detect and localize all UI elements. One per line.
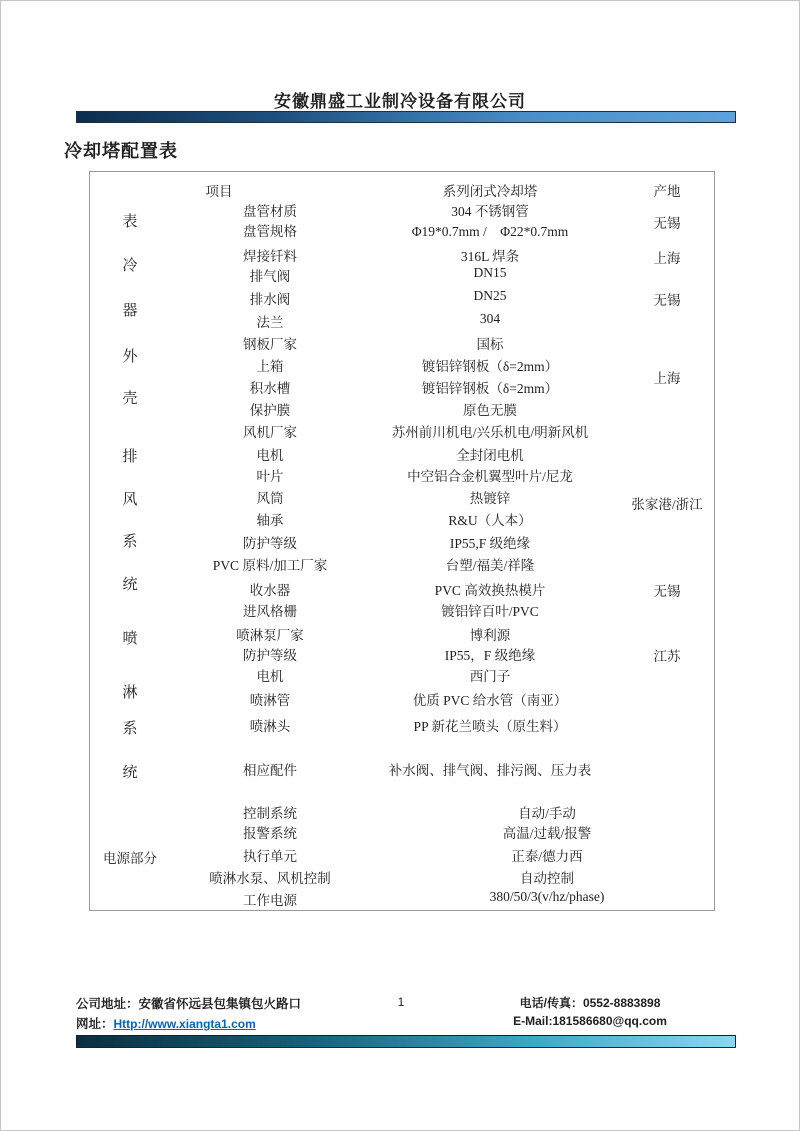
row-item: 钢板厂家 <box>243 337 297 352</box>
row-value: 镀铝锌钢板（δ=2mm） <box>421 381 559 396</box>
table-row <box>90 665 714 685</box>
origin-value: 无锡 <box>653 216 681 231</box>
section-label-char: 壳 <box>122 391 138 407</box>
footer-contact <box>479 994 701 1028</box>
row-item: 喷淋泵厂家 <box>236 628 304 643</box>
section-label-char: 系 <box>122 721 138 737</box>
table-row <box>90 802 714 822</box>
row-item: 防护等级 <box>243 536 297 551</box>
row-item: 电机 <box>256 448 284 463</box>
table-row <box>90 377 714 397</box>
row-item: 保护膜 <box>249 403 291 418</box>
row-value: 博利源 <box>469 628 511 643</box>
row-value: 正泰/德力西 <box>511 849 583 864</box>
table-row <box>90 715 714 735</box>
row-value: 西门子 <box>469 669 511 684</box>
column-header-value: 系列闭式冷却塔 <box>442 184 538 199</box>
footer-address: 公司地址：安徽省怀远县包集镇包火路口 <box>76 997 302 1011</box>
section-label-char: 外 <box>122 349 138 365</box>
row-value: IP55，F 级绝缘 <box>444 648 536 663</box>
row-item: 叶片 <box>256 469 284 484</box>
table-row <box>90 689 714 709</box>
row-value: 国标 <box>476 337 504 352</box>
row-item: 风机厂家 <box>243 425 297 440</box>
row-value: 原色无膜 <box>463 403 517 418</box>
row-item: 防护等级 <box>243 648 297 663</box>
row-value: 镀铝锌百叶/PVC <box>441 604 539 619</box>
table-row <box>90 333 714 353</box>
section-label-char: 器 <box>122 303 138 319</box>
table-row <box>90 487 714 507</box>
row-item: 盘管规格 <box>243 224 297 239</box>
section-label-char: 统 <box>122 577 138 593</box>
table-row <box>90 465 714 485</box>
row-value: PVC 高效换热模片 <box>434 583 546 598</box>
row-value: 优质 PVC 给水管（南亚） <box>412 693 568 708</box>
row-item: 电机 <box>256 669 284 684</box>
row-value: 镀铝锌钢板（δ=2mm） <box>421 359 559 374</box>
table-row <box>90 355 714 375</box>
row-item: 控制系统 <box>243 806 297 821</box>
footer-website-line <box>76 1014 256 1032</box>
row-value: 补水阀、排气阀、排污阀、压力表 <box>388 763 592 778</box>
row-item: 收水器 <box>249 583 291 598</box>
row-item: 盘管材质 <box>243 204 297 219</box>
row-value: 自动控制 <box>520 871 574 886</box>
row-value: 台塑/福美/祥隆 <box>445 558 535 573</box>
section-label-char: 系 <box>122 534 138 550</box>
section-label-char: 统 <box>122 765 138 781</box>
table-row <box>90 867 714 887</box>
row-value: 全封闭电机 <box>456 448 524 463</box>
section-label-char: 表 <box>122 214 138 230</box>
row-value: R&U（人本） <box>448 513 532 528</box>
row-value: Φ19*0.7mm / Φ22*0.7mm <box>411 224 569 239</box>
row-item: 喷淋管 <box>249 693 291 708</box>
row-value: 中空铝合金机翼型叶片/尼龙 <box>407 469 573 484</box>
table-row <box>90 644 714 664</box>
footer-phone: 电话/传真：0552-8883898 <box>519 996 661 1010</box>
row-value: 304 <box>479 311 501 326</box>
row-item: 上箱 <box>256 359 284 374</box>
column-header-item: 项目 <box>205 184 233 199</box>
row-item: 报警系统 <box>243 826 297 841</box>
row-value: 热镀锌 <box>469 491 511 506</box>
row-item: 排气阀 <box>249 269 291 284</box>
table-row <box>90 220 714 240</box>
row-item: 进风格栅 <box>243 604 297 619</box>
row-value: 316L 焊条 <box>460 249 520 264</box>
table-row <box>90 579 714 599</box>
section-label-power: 电源部分 <box>103 851 157 866</box>
row-item: 排水阀 <box>249 292 291 307</box>
table-row <box>90 554 714 574</box>
page-title: 冷却塔配置表 <box>64 141 178 161</box>
table-header-row <box>90 180 714 200</box>
row-item: 执行单元 <box>243 849 297 864</box>
row-item: 工作电源 <box>243 893 297 908</box>
row-item: 喷淋头 <box>249 719 291 734</box>
row-item: PVC 原料/加工厂家 <box>212 558 328 573</box>
table-row <box>90 759 714 779</box>
section-label-char: 喷 <box>122 631 138 647</box>
section-label-char: 风 <box>122 492 138 508</box>
footer-website-link[interactable]: Http://www.xiangta1.com <box>113 1017 256 1031</box>
row-value: DN25 <box>473 288 507 303</box>
origin-value: 无锡 <box>653 584 681 599</box>
table-row <box>90 624 714 644</box>
origin-value: 张家港/浙江 <box>631 497 703 512</box>
table-row <box>90 509 714 529</box>
table-row <box>90 245 714 265</box>
section-label-char: 排 <box>122 449 138 465</box>
row-value: 380/50/3(v/hz/phase) <box>489 889 605 904</box>
row-value: 高温/过载/报警 <box>502 826 592 841</box>
row-item: 法兰 <box>256 315 284 330</box>
table-row <box>90 311 714 331</box>
footer-website-label: 网址： <box>76 1017 114 1031</box>
section-label-char: 淋 <box>122 685 138 701</box>
table-row <box>90 532 714 552</box>
table-row <box>90 288 714 308</box>
section-label-char: 冷 <box>122 258 138 274</box>
table-row <box>90 265 714 285</box>
table-row <box>90 889 714 909</box>
row-item: 积水槽 <box>249 381 291 396</box>
row-value: IP55,F 级绝缘 <box>449 536 531 551</box>
header-divider-bar <box>76 111 736 123</box>
table-row <box>90 421 714 441</box>
origin-value: 上海 <box>653 251 681 266</box>
table-row <box>90 399 714 419</box>
row-value: 自动/手动 <box>518 806 576 821</box>
row-value: DN15 <box>473 265 507 280</box>
row-item: 喷淋水泵、风机控制 <box>209 871 331 886</box>
table-row <box>90 444 714 464</box>
origin-value: 无锡 <box>653 293 681 308</box>
row-value: 苏州前川机电/兴乐机电/明新风机 <box>391 425 589 440</box>
row-item: 风筒 <box>256 491 284 506</box>
table-row <box>90 845 714 865</box>
footer-email: E-Mail:181586680@qq.com <box>513 1014 667 1028</box>
row-value: 304 不锈钢管 <box>451 204 529 219</box>
origin-value: 上海 <box>653 371 681 386</box>
column-header-origin: 产地 <box>653 184 681 199</box>
row-item: 轴承 <box>256 513 284 528</box>
table-row <box>90 600 714 620</box>
origin-value: 江苏 <box>653 649 681 664</box>
row-value: PP 新花兰喷头（原生料） <box>413 719 567 734</box>
spec-table <box>89 171 715 911</box>
row-item: 相应配件 <box>243 763 297 778</box>
footer-divider-bar <box>76 1035 736 1048</box>
row-item: 焊接钎料 <box>243 249 297 264</box>
company-name: 安徽鼎盛工业制冷设备有限公司 <box>274 92 526 111</box>
table-row <box>90 822 714 842</box>
table-row <box>90 200 714 220</box>
page-number: 1 <box>397 995 405 1009</box>
